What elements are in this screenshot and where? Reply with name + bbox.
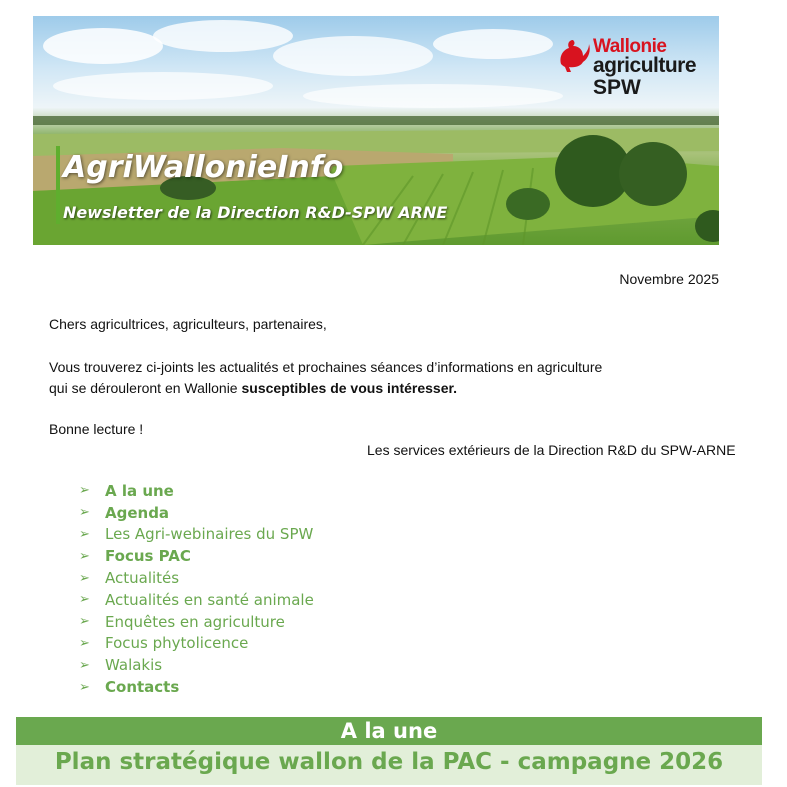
toc-item-label[interactable]: Walakis bbox=[105, 656, 163, 675]
toc-item[interactable] bbox=[79, 567, 314, 589]
arrow-bullet-icon: ➢ bbox=[79, 483, 90, 499]
closing-text: Bonne lecture ! bbox=[49, 421, 144, 437]
toc-item-label[interactable]: Enquêtes en agriculture bbox=[105, 612, 285, 631]
issue-date: Novembre 2025 bbox=[619, 271, 719, 287]
toc-item-label[interactable]: Focus phytolicence bbox=[105, 634, 249, 653]
toc-item[interactable] bbox=[79, 545, 314, 567]
arrow-bullet-icon: ➢ bbox=[79, 526, 90, 542]
toc-item[interactable] bbox=[79, 589, 314, 611]
newsletter-title: AgriWallonieInfo bbox=[63, 150, 344, 185]
toc-item-label[interactable]: Focus PAC bbox=[105, 547, 191, 566]
logo-line-agriculture: agriculture bbox=[593, 54, 697, 77]
intro-line-2-emphasis: susceptibles de vous intéresser. bbox=[241, 380, 458, 396]
toc-item[interactable] bbox=[79, 480, 314, 502]
section-heading: A la une bbox=[16, 717, 762, 745]
toc-item[interactable] bbox=[79, 524, 314, 546]
rooster-icon bbox=[553, 34, 593, 74]
toc-item[interactable] bbox=[79, 611, 314, 633]
title-accent-bar bbox=[56, 146, 60, 224]
greeting: Chers agricultrices, agriculteurs, partenaires, bbox=[49, 316, 327, 332]
toc-item[interactable] bbox=[79, 676, 314, 698]
logo-line-wallonie: Wallonie bbox=[593, 36, 667, 57]
arrow-bullet-icon: ➢ bbox=[79, 505, 90, 521]
newsletter-subtitle: Newsletter de la Direction R&D-SPW ARNE bbox=[63, 203, 448, 222]
arrow-bullet-icon: ➢ bbox=[79, 570, 90, 586]
arrow-bullet-icon: ➢ bbox=[79, 548, 90, 564]
toc-item-label[interactable]: Agenda bbox=[105, 503, 170, 522]
intro-line-2 bbox=[49, 380, 457, 396]
toc-item[interactable] bbox=[79, 633, 314, 655]
toc-item-label[interactable]: Actualités bbox=[105, 569, 180, 588]
table-of-contents bbox=[79, 480, 314, 698]
toc-item-label[interactable]: Actualités en santé animale bbox=[105, 590, 314, 609]
intro-line-2-text: qui se dérouleront en Wallonie bbox=[49, 380, 242, 396]
arrow-bullet-icon: ➢ bbox=[79, 635, 90, 651]
wallonie-logo bbox=[553, 34, 713, 114]
signature: Les services extérieurs de la Direction R&D du SPW-ARNE bbox=[367, 442, 736, 458]
arrow-bullet-icon: ➢ bbox=[79, 592, 90, 608]
toc-item[interactable] bbox=[79, 502, 314, 524]
toc-item[interactable] bbox=[79, 654, 314, 676]
arrow-bullet-icon: ➢ bbox=[79, 614, 90, 630]
section-subheading: Plan stratégique wallon de la PAC - campagne 2026 bbox=[16, 745, 762, 785]
toc-item-label[interactable]: Contacts bbox=[105, 678, 180, 697]
toc-item-label[interactable]: Les Agri-webinaires du SPW bbox=[105, 525, 314, 544]
newsletter-banner bbox=[33, 16, 719, 245]
arrow-bullet-icon: ➢ bbox=[79, 679, 90, 695]
toc-item-label[interactable]: A la une bbox=[105, 481, 174, 500]
logo-line-spw: SPW bbox=[593, 76, 641, 99]
intro-line-1: Vous trouverez ci-joints les actualités et prochaines séances d’informations en agriculture bbox=[49, 359, 603, 375]
arrow-bullet-icon: ➢ bbox=[79, 657, 90, 673]
